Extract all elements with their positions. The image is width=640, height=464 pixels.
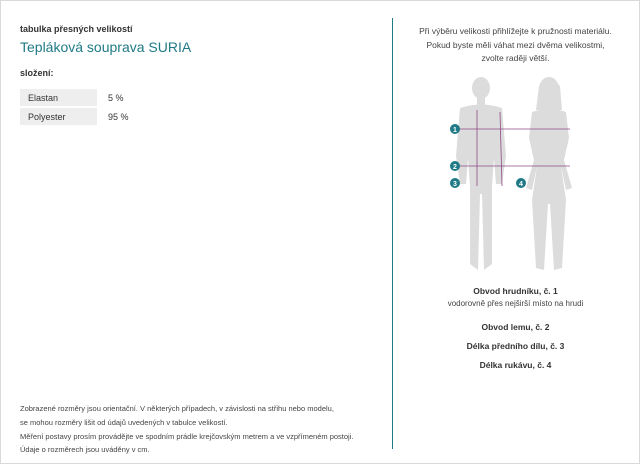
marker-3 [450,178,460,188]
female-silhouette [526,77,572,270]
hint-line: zvolte raději větší. [481,53,550,63]
measure-hem [394,322,637,332]
note-line: Zobrazené rozměry jsou orientační. V některých případech, v závislosti na střihu nebo modelu, [20,404,334,413]
svg-text:4: 4 [519,181,523,188]
measurement-notes [20,402,380,457]
product-title: Tepláková souprava SURIA [20,39,192,55]
note-line: se mohou rozměry lišit od údajů uvedených v tabulce velikostí. [20,417,228,427]
measure-sleeve-length [394,360,637,370]
size-hint [394,25,637,66]
note-line: Údaje o rozměrech jsou uváděny v cm. [20,445,150,455]
hint-line: Pokud byste měli váhat mezi dvěma velikostmi, [426,39,605,50]
male-silhouette [456,77,506,270]
left-column [20,1,380,463]
table-row [20,108,156,125]
material-name: Elastan [20,89,97,106]
svg-text:1: 1 [453,127,457,134]
hint-line: Při výběru velikosti přihlížejte k pružnosti materiálu. [419,26,612,36]
measure-title: Délka rukávu, č. 4 [479,360,552,370]
material-name: Polyester [20,108,97,125]
measure-title: Obvod lemu, č. 2 [481,322,550,332]
note-line: Měření postavy prosím provádějte ve spodním prádle krejčovským metrem a ve vzpřímeném postoji. [20,431,354,441]
marker-1 [450,124,460,134]
marker-2 [450,161,460,171]
material-percent: 5 % [108,92,124,103]
measure-chest [394,286,637,308]
svg-text:3: 3 [453,181,457,188]
measure-title: Obvod hrudníku, č. 1 [473,286,558,296]
material-percent: 95 % [108,111,129,122]
composition-table [20,87,156,127]
measure-title: Délka předního dílu, č. 3 [466,341,565,351]
right-column [394,1,639,463]
column-divider [392,18,393,449]
table-row [20,89,156,106]
body-measurement-illustration [446,76,586,276]
measure-description: vodorovně přes nejširší místo na hrudi [447,299,584,308]
marker-4 [516,178,526,188]
size-table-kicker: tabulka přesných velikostí [20,24,133,34]
composition-label: složení: [20,68,54,78]
svg-text:2: 2 [453,164,457,171]
measure-front-length [394,341,637,351]
